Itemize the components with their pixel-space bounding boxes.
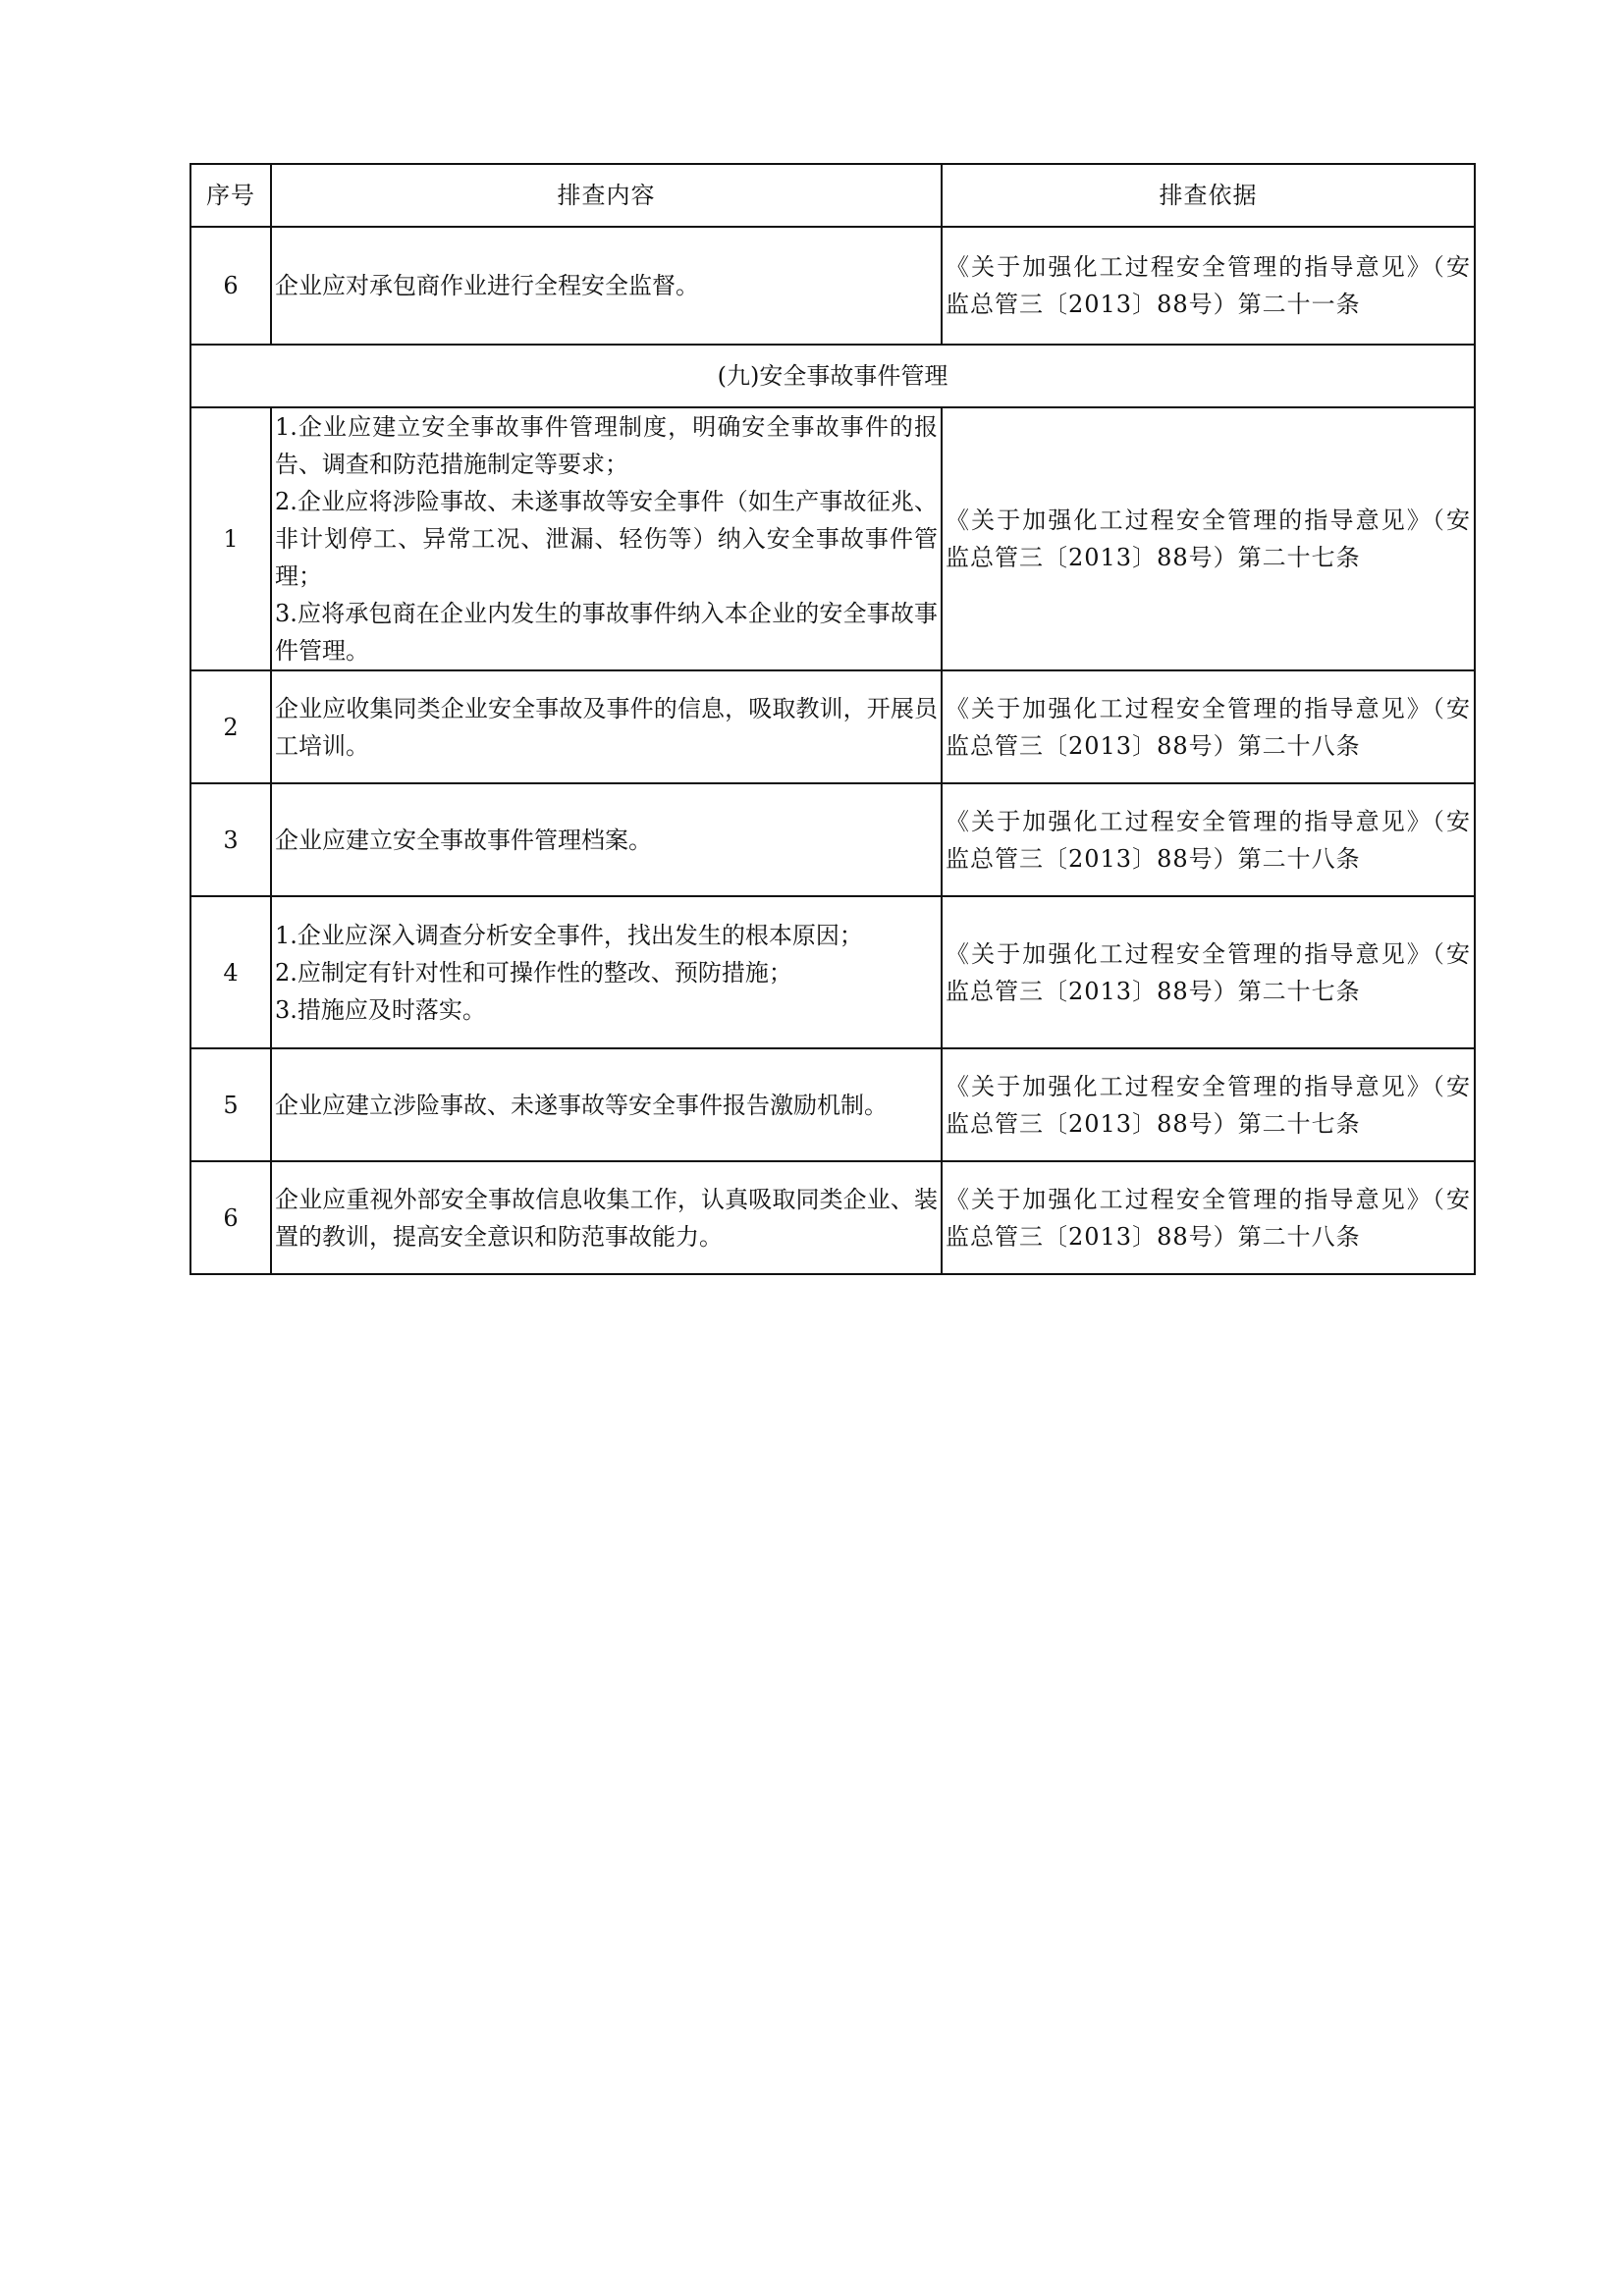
content-line: 3.应将承包商在企业内发生的事故事件纳入本企业的安全事故事件管理。 [275,600,938,665]
header-basis: 排查依据 [942,164,1475,227]
row-seq: 6 [190,1161,271,1274]
row-basis: 《关于加强化工过程安全管理的指导意见》（安监总管三〔2013〕88号）第二十八条 [942,670,1475,783]
table-row [190,896,1475,1048]
inspection-table [189,163,1476,1275]
row-basis: 《关于加强化工过程安全管理的指导意见》（安监总管三〔2013〕88号）第二十八条 [942,783,1475,896]
table-header-row [190,164,1475,227]
content-line: 2.应制定有针对性和可操作性的整改、预防措施； [275,958,792,987]
content-line: 1.企业应深入调查分析安全事件，找出发生的根本原因； [275,921,863,949]
header-content: 排查内容 [271,164,942,227]
content-line: 企业应重视外部安全事故信息收集工作，认真吸取同类企业、装置的教训，提高安全意识和防范事故能力。 [275,1185,938,1251]
table-row [190,670,1475,783]
row-seq: 5 [190,1048,271,1161]
table-row [190,227,1475,345]
table-row [190,1048,1475,1161]
table-body [190,227,1475,1274]
header-seq: 序号 [190,164,271,227]
content-line: 企业应收集同类企业安全事故及事件的信息，吸取教训，开展员工培训。 [275,694,938,760]
row-basis: 《关于加强化工过程安全管理的指导意见》（安监总管三〔2013〕88号）第二十七条 [942,407,1475,670]
row-content [271,896,942,1048]
table-row [190,783,1475,896]
content-line: 2.企业应将涉险事故、未遂事故等安全事件（如生产事故征兆、非计划停工、异常工况、泄漏、轻伤等）纳入安全事故事件管理； [275,488,938,590]
content-line: 企业应建立安全事故事件管理档案。 [275,826,652,854]
row-content [271,783,942,896]
row-seq: 2 [190,670,271,783]
content-line: 企业应建立涉险事故、未遂事故等安全事件报告激励机制。 [275,1091,888,1119]
row-seq: 3 [190,783,271,896]
row-seq: 1 [190,407,271,670]
content-line: 企业应对承包商作业进行全程安全监督。 [275,272,699,299]
row-basis: 《关于加强化工过程安全管理的指导意见》（安监总管三〔2013〕88号）第二十七条 [942,896,1475,1048]
row-seq: 4 [190,896,271,1048]
row-content [271,1161,942,1274]
content-line: 1.企业应建立安全事故事件管理制度，明确安全事故事件的报告、调查和防范措施制定等要求； [275,413,938,478]
table-row [190,407,1475,670]
section-title: (九)安全事故事件管理 [190,345,1475,407]
row-content [271,1048,942,1161]
row-basis: 《关于加强化工过程安全管理的指导意见》（安监总管三〔2013〕88号）第二十一条 [942,227,1475,345]
content-line: 3.措施应及时落实。 [275,995,486,1024]
table-row [190,1161,1475,1274]
row-basis: 《关于加强化工过程安全管理的指导意见》（安监总管三〔2013〕88号）第二十八条 [942,1161,1475,1274]
row-content [271,227,942,345]
section-row [190,345,1475,407]
row-basis: 《关于加强化工过程安全管理的指导意见》（安监总管三〔2013〕88号）第二十七条 [942,1048,1475,1161]
row-seq: 6 [190,227,271,345]
row-content [271,407,942,670]
row-content [271,670,942,783]
